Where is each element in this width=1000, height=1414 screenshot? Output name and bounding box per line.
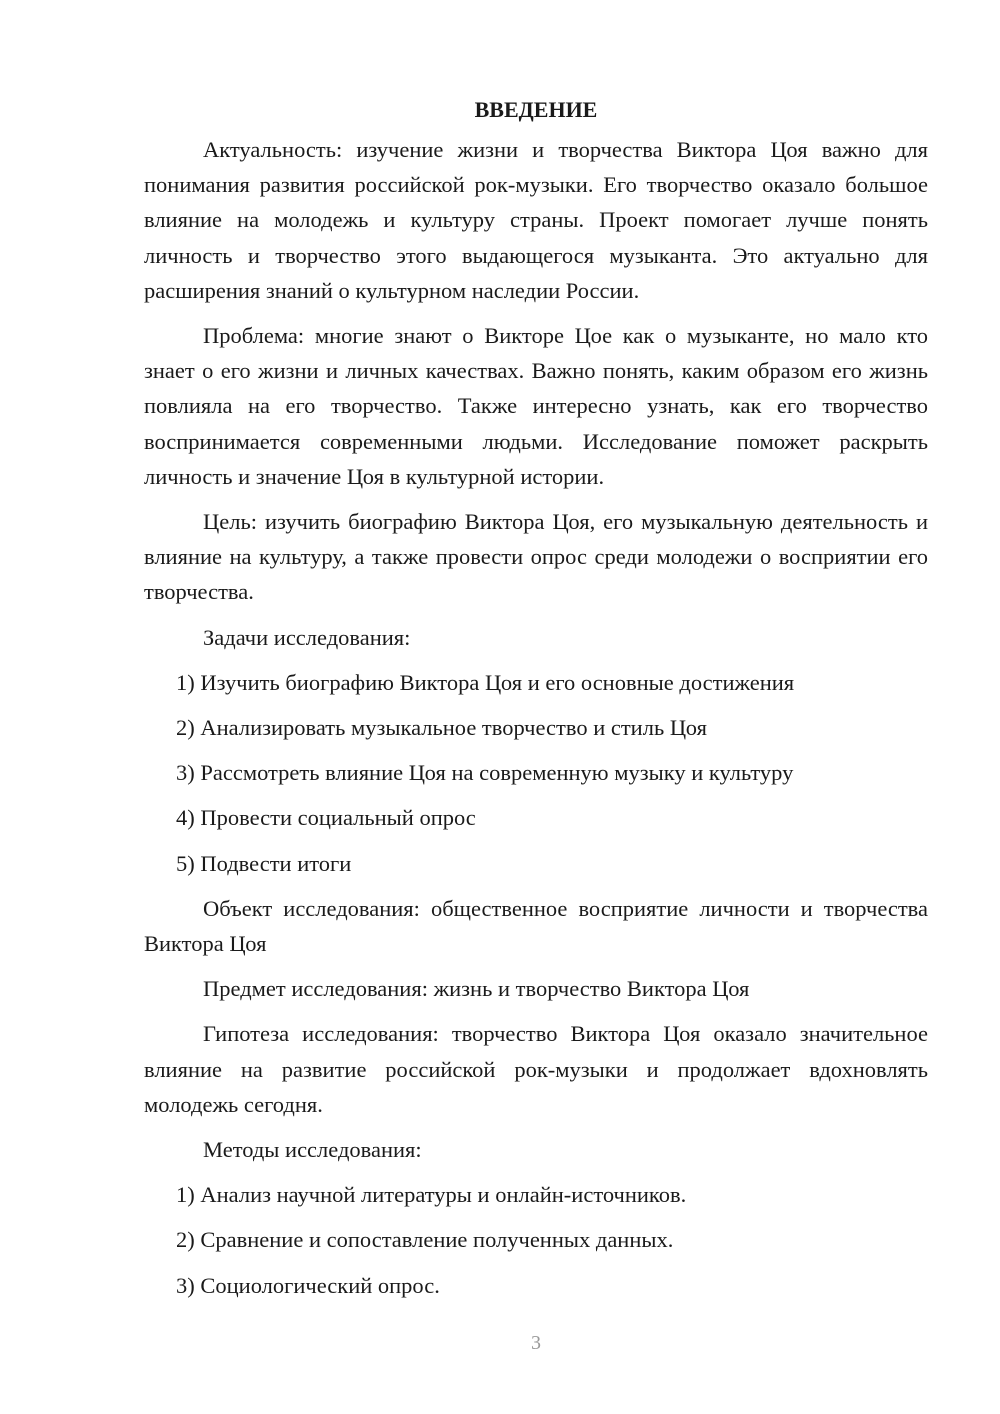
relevance-paragraph: Актуальность: изучение жизни и творчества Виктора Цоя важно для понимания развития российской рок-музыки. Его творчество оказало большое влияние на молодежь и культуру страны. Проект помогает лучше понять личность и творчество этого выдающегося музыканта. Это актуально для расширения знаний о культурном наследии России. bbox=[144, 137, 928, 303]
tasks-label: Задачи исследования: bbox=[203, 624, 411, 650]
subject-paragraph: Предмет исследования: жизнь и творчество Виктора Цоя bbox=[203, 976, 750, 1002]
task-item: 5) Подвести итоги bbox=[176, 850, 352, 876]
task-item: 3) Рассмотреть влияние Цоя на современную музыку и культуру bbox=[176, 760, 794, 786]
hypothesis-paragraph: Гипотеза исследования: творчество Виктора Цоя оказало значительное влияние на развитие российской рок-музыки и продолжает вдохновлять молодежь сегодня. bbox=[144, 1021, 928, 1117]
task-item: 4) Провести социальный опрос bbox=[176, 805, 476, 831]
object-paragraph: Объект исследования: общественное восприятие личности и творчества Виктора Цоя bbox=[144, 895, 928, 957]
task-item: 2) Анализировать музыкальное творчество и стиль Цоя bbox=[176, 715, 707, 741]
goal-paragraph: Цель: изучить биографию Виктора Цоя, его музыкальную деятельность и влияние на культуру, а также провести опрос среди молодежи о восприятии его творчества. bbox=[144, 509, 928, 605]
section-title: ВВЕДЕНИЕ bbox=[474, 97, 598, 122]
method-item: 2) Сравнение и сопоставление полученных данных. bbox=[176, 1227, 674, 1253]
task-item: 1) Изучить биографию Виктора Цоя и его основные достижения bbox=[176, 669, 795, 695]
method-item: 3) Социологический опрос. bbox=[176, 1272, 440, 1298]
methods-label: Методы исследования: bbox=[203, 1137, 422, 1163]
document-page bbox=[144, 92, 928, 1313]
tasks-list bbox=[144, 665, 928, 881]
problem-paragraph: Проблема: многие знают о Викторе Цое как о музыканте, но мало кто знает о его жизни и личных качествах. Важно понять, каким образом его жизнь повлияла на его творчество. Также интересно узнать, как его творчество воспринимается современными людьми. Исследование поможет раскрыть личность и значение Цоя в культурной истории. bbox=[144, 323, 928, 489]
page-number: 3 bbox=[531, 1332, 541, 1354]
methods-list bbox=[144, 1177, 928, 1303]
method-item: 1) Анализ научной литературы и онлайн-источников. bbox=[176, 1182, 687, 1208]
